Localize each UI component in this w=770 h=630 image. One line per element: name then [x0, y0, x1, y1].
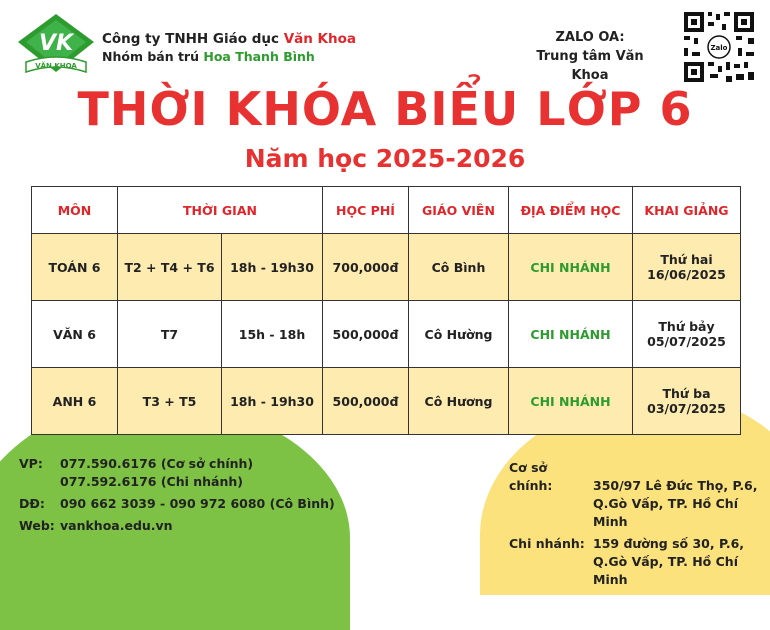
contact-vp — [19, 455, 335, 491]
company-name: Văn Khoa — [283, 31, 357, 47]
table-header-row — [32, 187, 741, 234]
branch-address-line1: 159 đường số 30, P.6, — [593, 536, 745, 551]
cell-start: Thứ bảy 05/07/2025 — [633, 301, 741, 368]
header-time: THỜI GIAN — [118, 187, 323, 234]
cell-subject: VĂN 6 — [32, 301, 118, 368]
header-teacher: GIÁO VIÊN — [409, 187, 509, 234]
zalo-oa-info — [520, 28, 660, 85]
address-branch — [509, 535, 770, 589]
cell-location: CHI NHÁNH — [509, 234, 633, 301]
logo-ribbon-text: VĂN KHOA — [35, 62, 77, 70]
zalo-qr-code[interactable] — [682, 10, 756, 84]
cell-fee: 700,000đ — [323, 234, 409, 301]
vp-label: VP: — [19, 456, 43, 471]
dd-phones[interactable]: 090 662 3039 - 090 972 6080 (Cô Bình) — [60, 496, 335, 511]
vp-phone-branch[interactable]: 077.592.6176 (Chi nhánh) — [60, 474, 243, 489]
header-location: ĐỊA ĐIỂM HỌC — [509, 187, 633, 234]
cell-hours: 15h - 18h — [222, 301, 323, 368]
contact-addresses — [509, 459, 770, 593]
header-subject: MÔN — [32, 187, 118, 234]
cell-start: Thứ hai 16/06/2025 — [633, 234, 741, 301]
cell-teacher: Cô Hương — [409, 368, 509, 435]
table-row — [32, 234, 741, 301]
branch-address-label: Chi nhánh: — [509, 536, 585, 551]
zalo-label: ZALO OA: — [555, 30, 625, 45]
cell-days: T3 + T5 — [118, 368, 222, 435]
main-address-line2: Q.Gò Vấp, TP. Hồ Chí Minh — [593, 496, 738, 529]
van-khoa-logo — [16, 12, 96, 78]
logo-initials: VK — [38, 31, 74, 56]
cell-subject: ANH 6 — [32, 368, 118, 435]
table-row — [32, 301, 741, 368]
table-row — [32, 368, 741, 435]
cell-teacher: Cô Bình — [409, 234, 509, 301]
contact-web — [19, 517, 335, 535]
dd-label: DĐ: — [19, 496, 45, 511]
cell-hours: 18h - 19h30 — [222, 234, 323, 301]
cell-days: T7 — [118, 301, 222, 368]
main-address-line1: 350/97 Lê Đức Thọ, P.6, — [593, 478, 758, 493]
header-start: KHAI GIẢNG — [633, 187, 741, 234]
address-main — [509, 459, 770, 531]
company-line: Công ty TNHH Giáo dục Văn Khoa — [102, 31, 357, 47]
cell-location: CHI NHÁNH — [509, 368, 633, 435]
zalo-name: Trung tâm Văn Khoa — [536, 49, 644, 83]
website-link[interactable]: vankhoa.edu.vn — [60, 518, 173, 533]
page-subtitle: Năm học 2025-2026 — [244, 144, 526, 173]
group-name: Hoa Thanh Bình — [203, 49, 315, 64]
cell-start: Thứ ba 03/07/2025 — [633, 368, 741, 435]
main-address-label: Cơ sở chính: — [509, 460, 553, 493]
branch-address-line2: Q.Gò Vấp, TP. Hồ Chí Minh — [593, 554, 738, 587]
cell-subject: TOÁN 6 — [32, 234, 118, 301]
cell-teacher: Cô Hường — [409, 301, 509, 368]
vp-phone-main[interactable]: 077.590.6176 (Cơ sở chính) — [60, 456, 254, 471]
cell-days: T2 + T4 + T6 — [118, 234, 222, 301]
cell-fee: 500,000đ — [323, 368, 409, 435]
schedule-table — [31, 186, 741, 435]
cell-fee: 500,000đ — [323, 301, 409, 368]
qr-center-label: Zalo — [710, 44, 728, 52]
contact-dd — [19, 495, 335, 513]
cell-hours: 18h - 19h30 — [222, 368, 323, 435]
page-title: THỜI KHÓA BIỂU LỚP 6 — [77, 82, 693, 136]
header-fee: HỌC PHÍ — [323, 187, 409, 234]
cell-location: CHI NHÁNH — [509, 301, 633, 368]
group-line: Nhóm bán trú Hoa Thanh Bình — [102, 49, 315, 64]
contact-phones — [19, 455, 335, 539]
web-label: Web: — [19, 518, 55, 533]
company-info — [102, 30, 356, 66]
